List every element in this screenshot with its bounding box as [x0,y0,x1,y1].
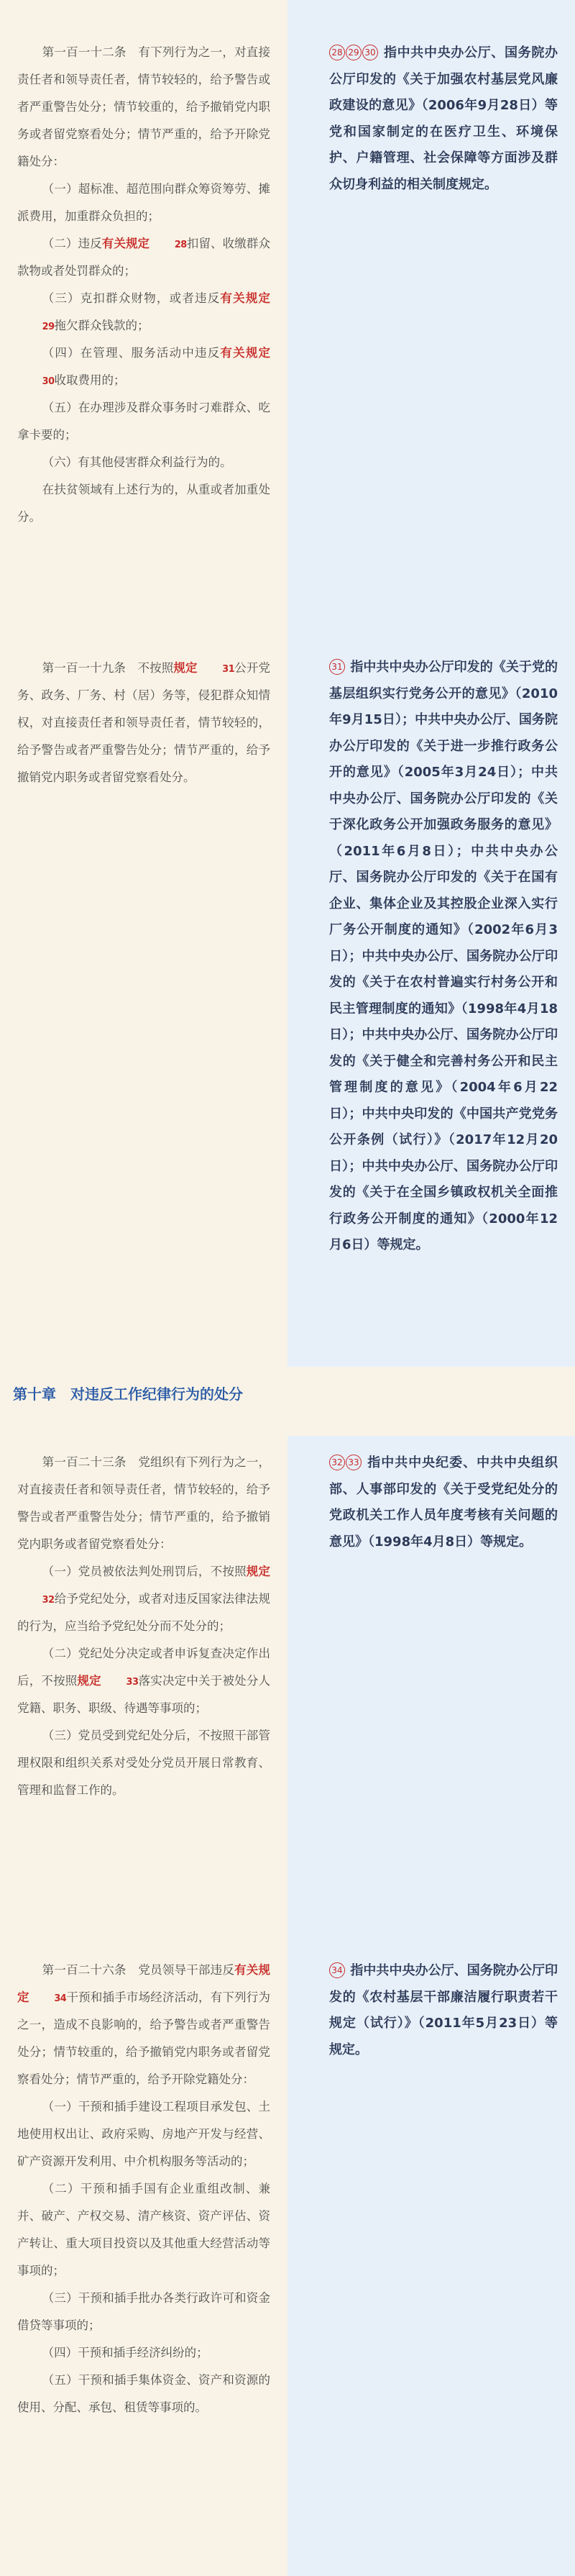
note-34-text: 指中共中央办公厅、国务院办公厅印发的《农村基层干部廉洁履行职责若干规定（试行）》（2011年5月23日）等规定。 [329,1963,558,2057]
article-126-item-3: （三）干预和插手批办各类行政许可和资金借贷等事项的； [17,2291,270,2332]
note-31-text: 指中共中央办公厅印发的《关于党的基层组织实行党务公开的意见》（2010年9月15日）；中共中央办公厅、国务院办公厅印发的《关于进一步推行政务公开的意见》（2005年3月24日）；中共中央办公厅、国务院办公厅印发的《关于深化政务公开加强政务服务的意见》（2011年6月8日）；中共中央办公厅、国务院办公厅印发的《关于在国有企业、集体企业及其控股企业深入实行厂务公开制度的通知》（2002年6月3日）；中共中央办公厅、国务院办公厅印发的《关于在农村普遍实行村务公开和民主管理制度的通知》（1998年4月18日）；中共中央办公厅、国务院办公厅印发的《关于健全和完善村务公开和民主管理制度的意见》（2004年6月22日）；中共中央印发的《中国共产党党务公开条例（试行）》（2017年12月20日）；中共中央办公厅、国务院办公厅印发的《关于在全国乡镇政权机关全面推行政务公开制度的通知》（2000年12月6日）等规定。 [329,660,558,1252]
article-123 [17,1449,270,1804]
keyword-guiding: 规定 [173,661,198,675]
article-126-item-5: （五）干预和插手集体资金、资产和资源的使用、分配、承包、租赁等事项的。 [17,2373,270,2414]
article-112-item-3: （三）克扣群众财物，或者违反有关规定29拖欠群众钱款的； [17,285,270,340]
article-126-head: 第一百二十六条 党员领导干部违反有关规定 34干预和插手市场经济活动，有下列行为之一，造成不良影响的，给予警告或者严重警告处分；情节较重的，给予撤销党内职务或者留党察看处分；情节严重的，给予开除党籍处分： [17,1963,271,2086]
note-32-33-text: 指中共中央纪委、中共中央组织部、人事部印发的《关于受党纪处分的党政机关工作人员年度考核有关问题的意见》（1998年4月8日）等规定。 [329,1455,558,1549]
article-126-item-2: （二）干预和插手国有企业重组改制、兼并、破产、产权交易、清产核资、资产评估、资产转让、重大项目投资以及其他重大经营活动等事项的； [17,2182,270,2277]
article-126-item-1: （一）干预和插手建设工程项目承发包、土地使用权出让、政府采购、房地产开发与经营、矿产资源开发利用、中介机构服务等活动的； [17,2100,270,2168]
note-ref-28: 28 [329,45,345,60]
article-123-head: 第一百二十三条 党组织有下列行为之一，对直接责任者和领导责任者，情节较轻的，给予警告或者严重警告处分；情节严重的，给予撤销党内职务或者留党察看处分： [17,1455,270,1551]
note-ref-32: 32 [329,1455,345,1470]
article-126 [17,1957,270,2421]
note-ref-29: 29 [346,45,362,60]
keyword-youguan-guiding: 有关规定 [101,237,150,250]
keyword-youguan-guiding: 有关规定 [220,291,271,305]
keyword-guiding: 规定 [77,1674,101,1688]
note-ref-34: 34 [329,1962,345,1978]
footnote-ref-31[interactable]: 31 [222,664,235,675]
note-ref-30: 30 [362,45,378,60]
article-112-tail: 在扶贫领域有上述行为的，从重或者加重处分。 [17,483,270,524]
note-ref-33: 33 [346,1455,362,1470]
note-32-33 [329,1450,558,1555]
article-126-item-4: （四）干预和插手经济纠纷的； [42,2346,208,2359]
keyword-youguan-guiding: 有关规定 [17,1963,271,2004]
article-123-item-2: （二）党纪处分决定或者申诉复查决定作出后，不按照规定 33落实决定中关于被处分人党籍、职务、职级、待遇等事项的； [17,1647,271,1715]
article-112-item-2: （二）违反有关规定 28扣留、收缴群众款物或者处罚群众的； [17,237,271,278]
note-31 [329,655,558,1259]
article-119: 第一百一十九条 不按照规定 31公开党务、政务、厂务、村（居）务等，侵犯群众知情权，对直接责任者和领导责任者，情节较轻的，给予警告或者严重警告处分；情节严重的，给予撤销党内职务或者留党察看处分。 [17,661,271,784]
article-123-item-1: （一）党员被依法判处刑罚后，不按照规定32给予党纪处分，或者对违反国家法律法规的行为，应当给予党纪处分而不处分的； [17,1565,271,1633]
footnote-ref-32[interactable]: 32 [42,1595,55,1606]
article-112-item-5: （五）在办理涉及群众事务时刁难群众、吃拿卡要的； [17,401,270,442]
article-112 [17,39,270,531]
article-112-item-1: （一）超标准、超范围向群众筹资筹劳、摊派费用，加重群众负担的； [17,182,270,223]
article-112-item-4: （四）在管理、服务活动中违反有关规定30收取费用的； [17,340,270,394]
article-123-item-3: （三）党员受到党纪处分后，不按照干部管理权限和组织关系对受处分党员开展日常教育、管理和监督工作的。 [17,1729,270,1797]
note-ref-31: 31 [329,659,345,675]
chapter-10-title: 第十章 对违反工作纪律行为的处分 [13,1385,243,1403]
article-112-item-6: （六）有其他侵害群众利益行为的。 [42,455,232,469]
footnote-ref-28[interactable]: 28 [174,240,187,250]
keyword-guiding: 规定 [246,1565,271,1578]
note-34 [329,1958,558,2063]
footnote-ref-29[interactable]: 29 [42,322,55,332]
article-112-head: 第一百一十二条 有下列行为之一，对直接责任者和领导责任者，情节较轻的，给予警告或者严重警告处分；情节较重的，给予撤销党内职务或者留党察看处分；情节严重的，给予开除党籍处分： [17,45,270,168]
notes-column-background [288,0,575,2576]
footnote-ref-30[interactable]: 30 [42,376,55,387]
note-28-30 [329,40,558,198]
note-28-30-text: 指中共中央办公厅、国务院办公厅印发的《关于加强农村基层党风廉政建设的意见》（2006年9月28日）等党和国家制定的在医疗卫生、环境保护、户籍管理、社会保障等方面涉及群众切身利益的相关制度规定。 [329,45,558,192]
footnote-ref-34[interactable]: 34 [54,1993,67,2004]
keyword-youguan-guiding: 有关规定 [220,346,271,360]
footnote-ref-33[interactable]: 33 [126,1677,139,1688]
